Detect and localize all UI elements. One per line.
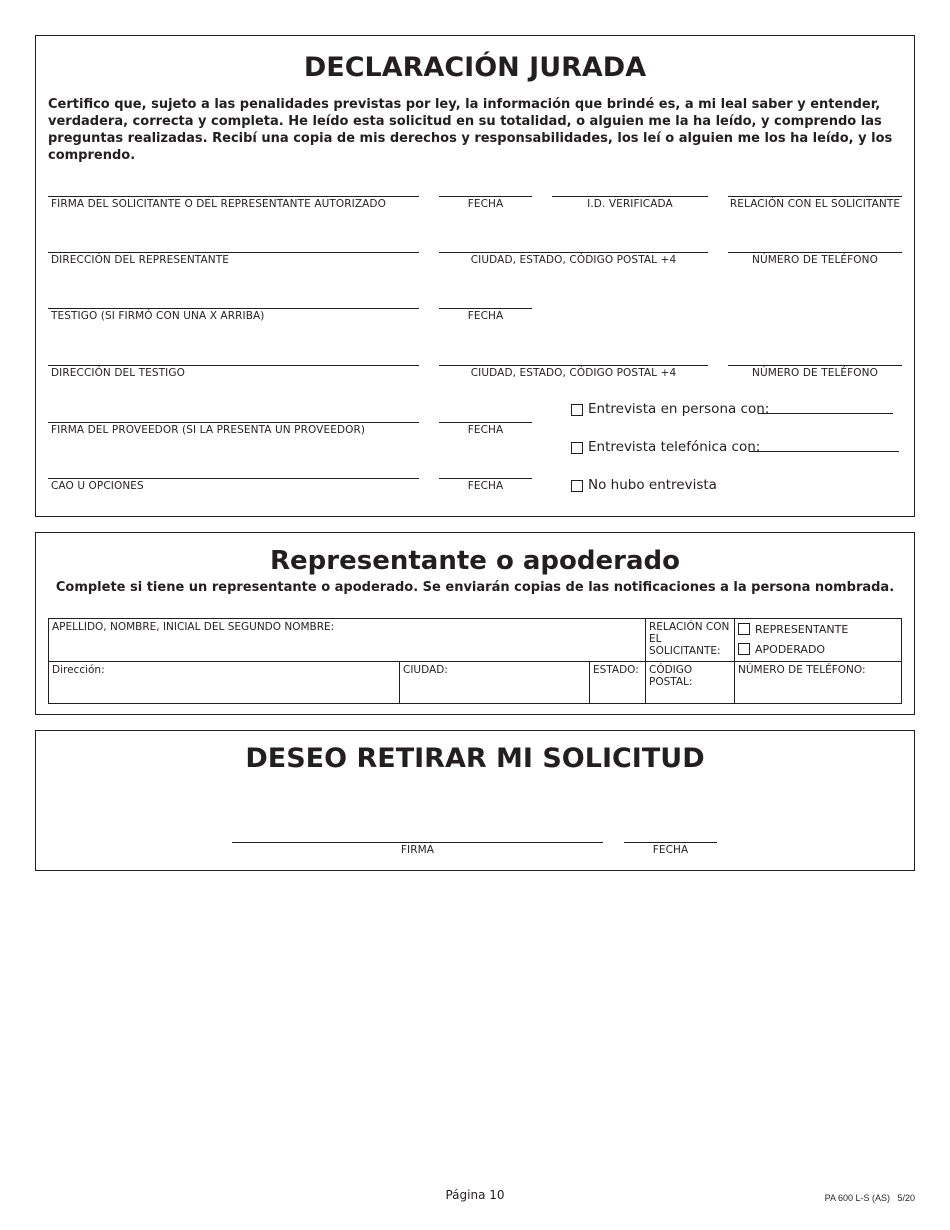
applicant-date-line[interactable]	[439, 196, 532, 197]
representative-address-label: DIRECCIÓN DEL REPRESENTANTE	[51, 254, 229, 266]
relationship-label: RELACIÓN CON EL SOLICITANTE	[729, 198, 901, 210]
withdraw-title: DESEO RETIRAR MI SOLICITUD	[245, 743, 705, 774]
cao-date-line[interactable]	[439, 478, 532, 479]
representative-state-cell[interactable]	[590, 662, 646, 704]
withdraw-date-line[interactable]	[624, 842, 717, 843]
provider-date-label: FECHA	[467, 424, 504, 436]
representative-city-line[interactable]	[439, 252, 708, 253]
representative-type-cell	[735, 619, 902, 662]
representative-checkbox[interactable]	[738, 623, 750, 635]
relationship-line[interactable]	[728, 196, 902, 197]
representative-relationship-cell[interactable]	[646, 619, 735, 662]
representative-address-line[interactable]	[48, 252, 419, 253]
attorney-checkbox[interactable]	[738, 643, 750, 655]
witness-phone-line[interactable]	[728, 365, 902, 366]
witness-address-label: DIRECCIÓN DEL TESTIGO	[51, 367, 185, 379]
no-interview-label: No hubo entrevista	[588, 477, 717, 493]
id-verified-label: I.D. VERIFICADA	[587, 198, 673, 210]
representative-title: Representante o apoderado	[270, 546, 680, 576]
withdraw-signature-label: FIRMA	[400, 844, 435, 856]
attorney-option-label: APODERADO	[755, 643, 826, 656]
applicant-signature-line[interactable]	[48, 196, 419, 197]
representative-phone-line[interactable]	[728, 252, 902, 253]
witness-phone-label: NÚMERO DE TELÉFONO	[752, 367, 878, 379]
representative-phone-cell[interactable]	[735, 662, 902, 704]
representative-city-label: CIUDAD, ESTADO, CÓDIGO POSTAL +4	[470, 254, 677, 266]
page-number: Página 10	[445, 1188, 505, 1202]
representative-zip-field-label: CÓDIGO POSTAL:	[649, 664, 693, 688]
representative-name-label: APELLIDO, NOMBRE, INICIAL DEL SEGUNDO NOMBRE:	[52, 621, 335, 633]
phone-interview-label: Entrevista telefónica con:	[588, 439, 761, 455]
withdraw-signature-line[interactable]	[232, 842, 603, 843]
witness-city-label: CIUDAD, ESTADO, CÓDIGO POSTAL +4	[470, 367, 677, 379]
representative-zip-cell[interactable]	[646, 662, 735, 704]
cao-signature-line[interactable]	[48, 478, 419, 479]
no-interview-checkbox[interactable]	[571, 480, 583, 492]
withdraw-section	[35, 730, 915, 871]
in-person-interview-checkbox[interactable]	[571, 404, 583, 416]
withdraw-date-label: FECHA	[652, 844, 689, 856]
sworn-declaration-section	[35, 35, 915, 517]
witness-address-line[interactable]	[48, 365, 419, 366]
representative-table	[48, 618, 902, 704]
representative-option-label: REPRESENTANTE	[755, 623, 849, 636]
declaration-title: DECLARACIÓN JURADA	[303, 52, 647, 83]
phone-interview-line[interactable]	[749, 451, 899, 452]
provider-signature-label: FIRMA DEL PROVEEDOR (SI LA PRESENTA UN PROVEEDOR)	[51, 424, 366, 436]
witness-date-line[interactable]	[439, 308, 532, 309]
declaration-statement: Certifico que, sujeto a las penalidades previstas por ley, la información que brindé es, a mi leal saber y entender, verdadera, correcta y completa. He leído esta solicitud en su totalidad, o alguien me la ha leído, y comprendo las preguntas realizadas. Recibí una copia de mis derechos y responsabilidades, los leí o alguien me los ha leído, y los comprendo.	[48, 97, 893, 163]
cao-signature-label: CAO U OPCIONES	[51, 480, 144, 492]
representative-phone-field-label: NÚMERO DE TELÉFONO:	[738, 664, 866, 676]
representative-subtitle: Complete si tiene un representante o apoderado. Se enviarán copias de las notificaciones a la persona nombrada.	[55, 580, 895, 595]
cao-date-label: FECHA	[467, 480, 504, 492]
representative-phone-label: NÚMERO DE TELÉFONO	[752, 254, 878, 266]
representative-section	[35, 532, 915, 715]
representative-state-field-label: ESTADO:	[593, 664, 639, 676]
witness-date-label: FECHA	[467, 310, 504, 322]
provider-signature-line[interactable]	[48, 422, 419, 423]
representative-relationship-label: RELACIÓN CON EL SOLICITANTE:	[649, 621, 730, 657]
applicant-signature-label: FIRMA DEL SOLICITANTE O DEL REPRESENTANTE AUTORIZADO	[51, 198, 386, 210]
representative-city-cell[interactable]	[400, 662, 590, 704]
witness-city-line[interactable]	[439, 365, 708, 366]
provider-date-line[interactable]	[439, 422, 532, 423]
in-person-interview-label: Entrevista en persona con:	[588, 401, 770, 417]
id-verified-line[interactable]	[552, 196, 708, 197]
form-code: PA 600 L-S (AS) 5/20	[824, 1193, 915, 1203]
representative-address-field-label: Dirección:	[52, 664, 105, 676]
witness-signature-label: TESTIGO (SI FIRMÓ CON UNA X ARRIBA)	[51, 310, 265, 322]
representative-name-cell[interactable]	[49, 619, 646, 662]
in-person-interview-line[interactable]	[758, 413, 893, 414]
witness-signature-line[interactable]	[48, 308, 419, 309]
representative-city-field-label: CIUDAD:	[403, 664, 448, 676]
representative-address-cell[interactable]	[49, 662, 400, 704]
phone-interview-checkbox[interactable]	[571, 442, 583, 454]
applicant-date-label: FECHA	[467, 198, 504, 210]
